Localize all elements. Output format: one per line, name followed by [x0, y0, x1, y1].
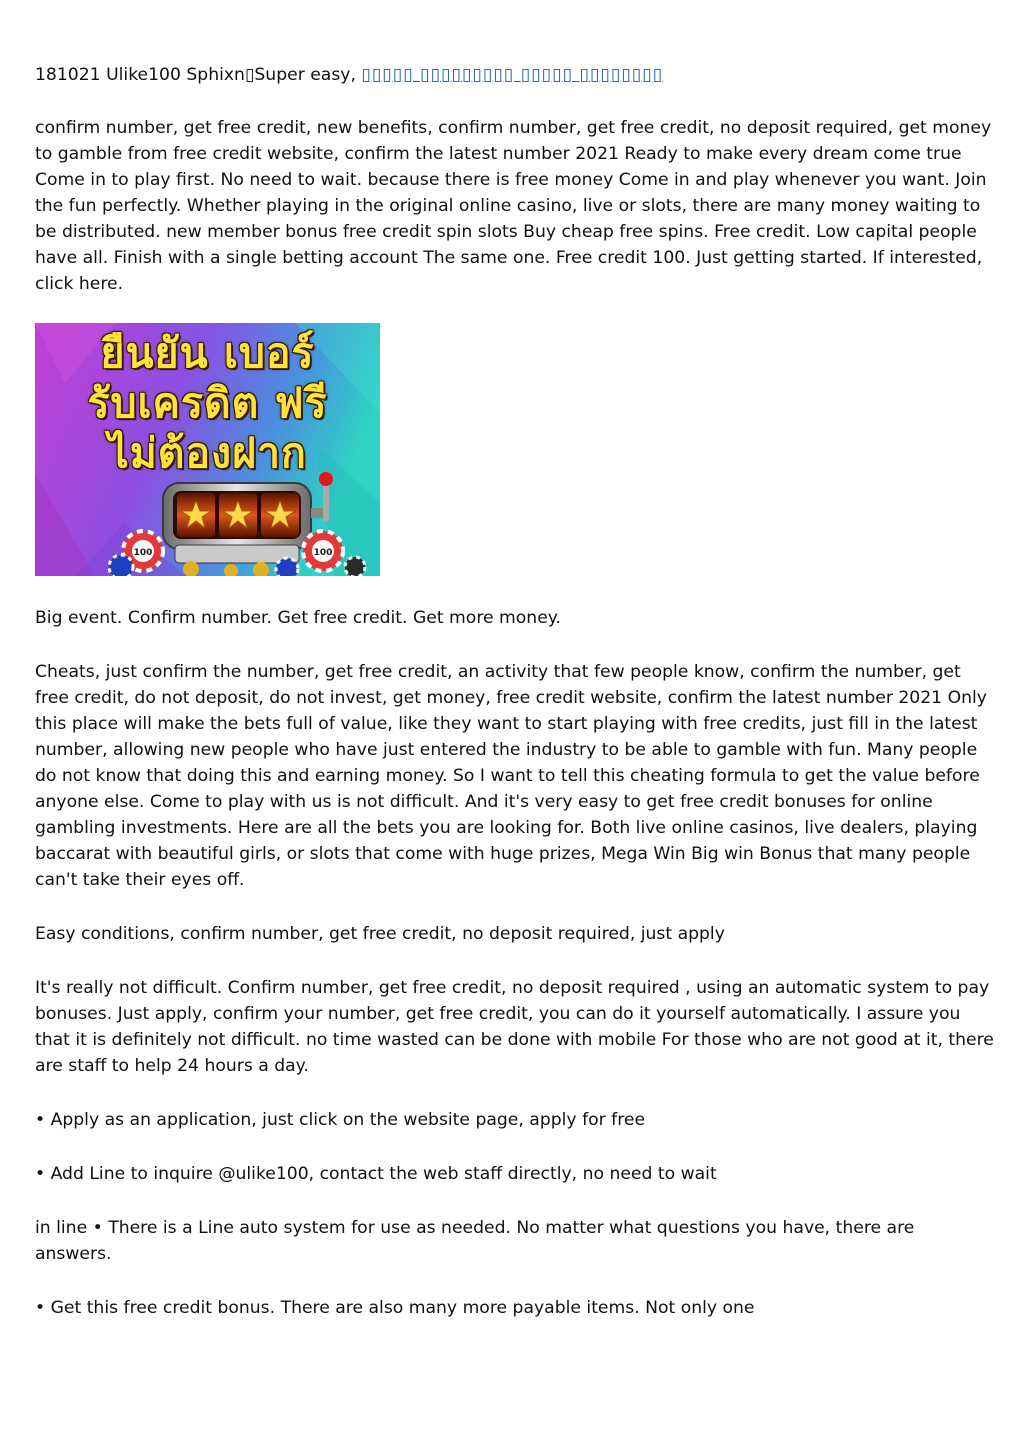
- header-link[interactable]: ▯▯▯▯▯ ▯▯▯▯▯▯▯▯▯ ▯▯▯▯▯ ▯▯▯▯▯▯▯▯: [361, 65, 664, 85]
- promo-banner-image[interactable]: [35, 323, 380, 576]
- line-auto-paragraph: in line • There is a Line auto system for use as needed. No matter what questions you have, there are answers.: [35, 1218, 915, 1264]
- chip-label-left: 100: [133, 548, 153, 558]
- banner-title-line-3: ไม่ต้องฝาก: [108, 429, 307, 477]
- bullet-apply: • Apply as an application, just click on the website page, apply for free: [35, 1110, 646, 1130]
- header-prefix: 181021 Ulike100 Sphixn▯Super easy,: [35, 65, 362, 85]
- intro-paragraph: confirm number, get free credit, new benefits, confirm number, get free credit, no deposit required, get money to gamble from free credit website, confirm the latest number 2021 Ready to make every dream come true Come in to play first. No need to wait. because there is free money Come in and play whenever you want. Join the fun perfectly. Whether playing in the original online casino, live or slots, there are many money waiting to be distributed. new member bonus free credit spin slots Buy cheap free spins. Free credit. Low capital people have all. Finish with a single betting account The same one. Free credit 100. Just getting started. If interested, click here.: [35, 118, 992, 294]
- banner-title-line-2: รับเครดิต ฟรี: [87, 379, 328, 427]
- chip-label-right: 100: [313, 548, 333, 558]
- document-header: [35, 62, 995, 88]
- easy-conditions-paragraph: Easy conditions, confirm number, get free credit, no deposit required, just apply: [35, 924, 725, 944]
- bullet-bonus: • Get this free credit bonus. There are also many more payable items. Not only one: [35, 1298, 755, 1318]
- document-page: [35, 62, 995, 1349]
- cheats-paragraph: Cheats, just confirm the number, get free credit, an activity that few people know, confirm the number, get free credit, do not deposit, do not invest, get money, free credit website, confirm the latest number 2021 Only this place will make the bets full of value, like they want to start playing with free credits, just fill in the latest number, allowing new people who have just entered the industry to be able to gamble with fun. Many people do not know that doing this and earning money. So I want to tell this cheating formula to get the value before anyone else. Come to play with us is not difficult. And it's very easy to get free credit bonuses for online gambling investments. Here are all the bets you are looking for. Both live online casinos, live dealers, playing baccarat with beautiful girls, or slots that come with huge prizes, Mega Win Big win Bonus that many people can't take their eyes off.: [35, 662, 987, 890]
- not-difficult-paragraph: It's really not difficult. Confirm number, get free credit, no deposit required , using an automatic system to pay bonuses. Just apply, confirm your number, get free credit, you can do it yourself automatically. I assure you that it is definitely not difficult. no time wasted can be done with mobile For those who are not good at it, there are staff to help 24 hours a day.: [35, 978, 994, 1076]
- banner-title-line-1: ยืนยัน เบอร์: [100, 329, 315, 377]
- big-event-paragraph: Big event. Confirm number. Get free credit. Get more money.: [35, 608, 561, 628]
- bullet-add-line: • Add Line to inquire @ulike100, contact the web staff directly, no need to wait: [35, 1164, 717, 1184]
